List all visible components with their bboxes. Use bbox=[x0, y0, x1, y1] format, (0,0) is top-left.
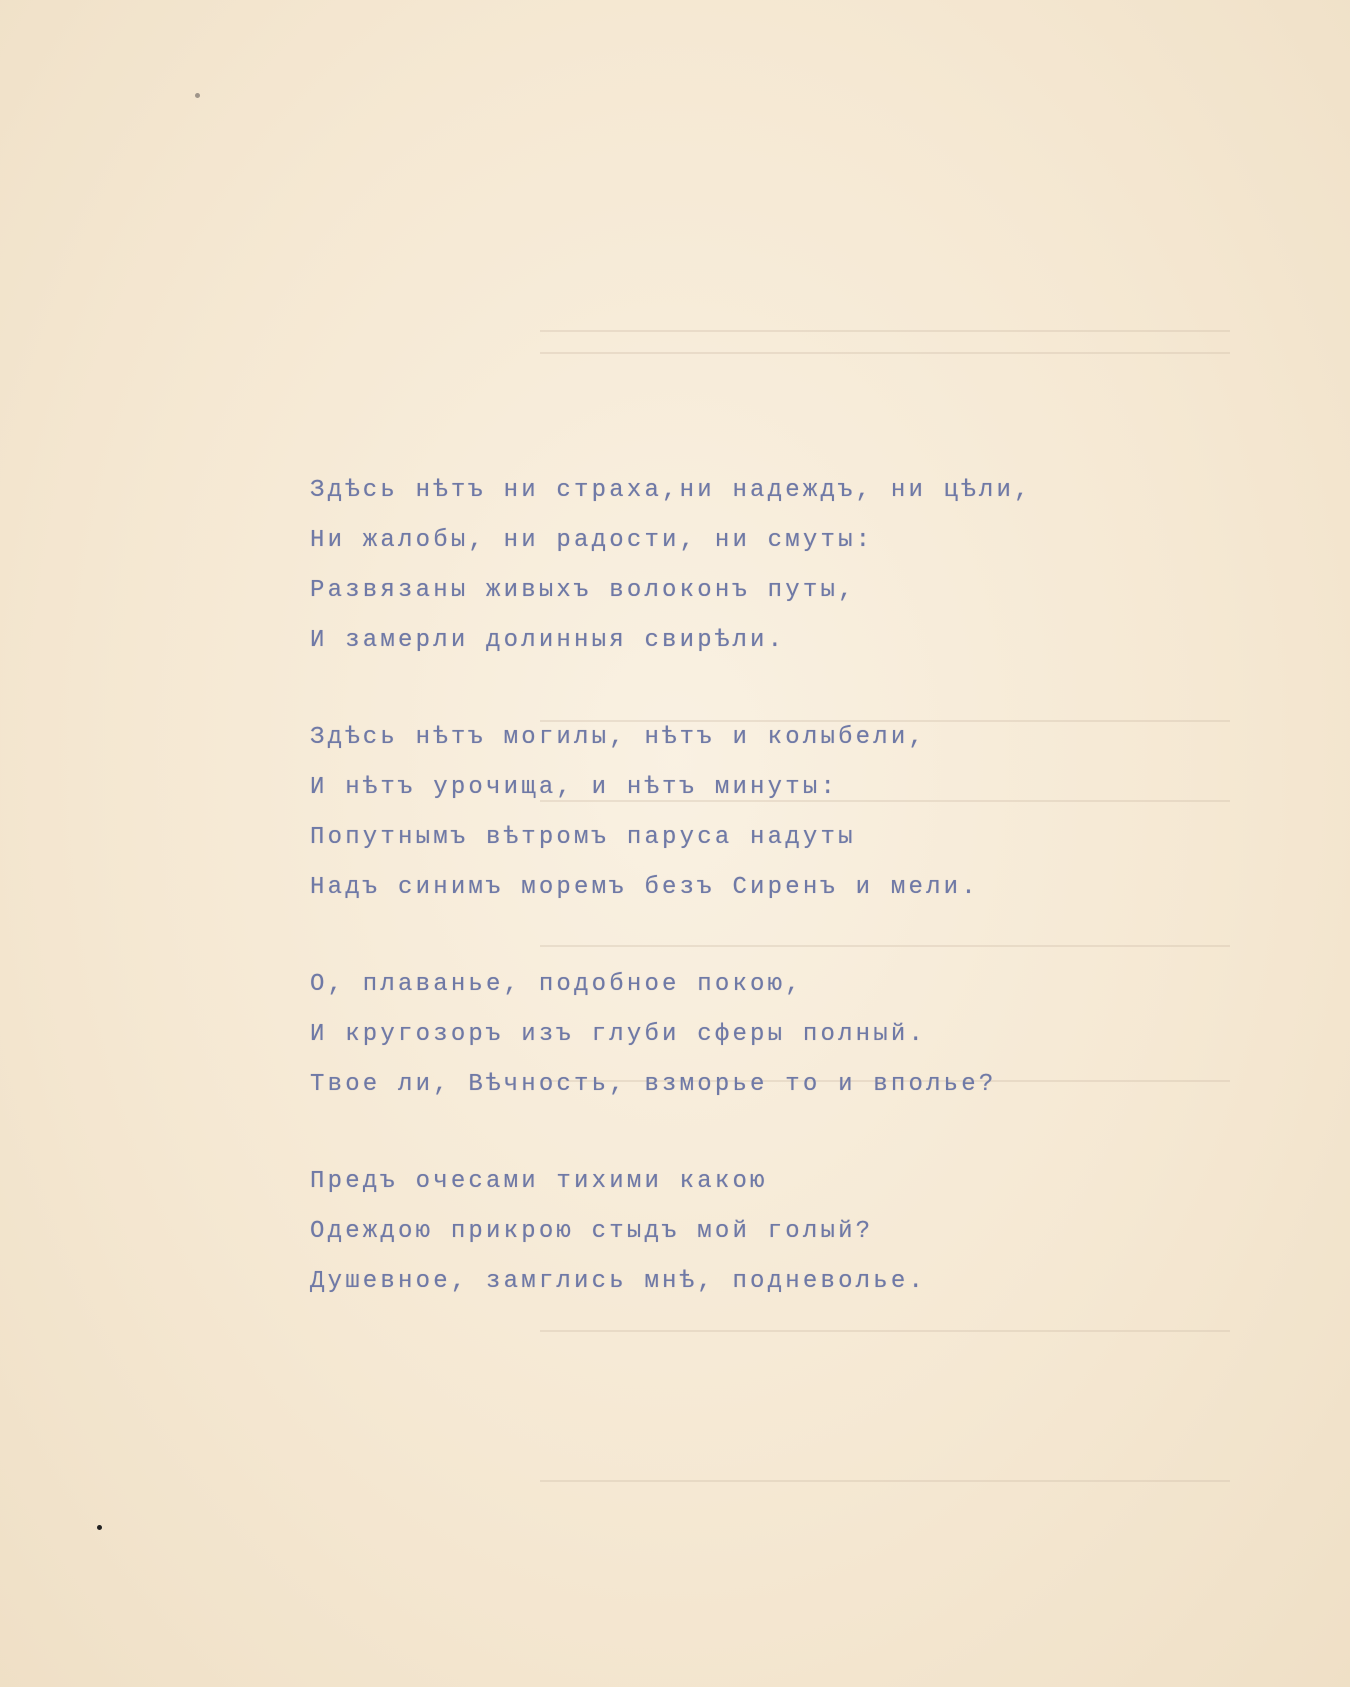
poem-line: Надъ синимъ моремъ безъ Сиренъ и мели. bbox=[310, 874, 979, 901]
poem-line: О, плаванье, подобное покою, bbox=[310, 971, 803, 998]
show-through-mark bbox=[540, 330, 1230, 332]
poem-line: Попутнымъ вѣтромъ паруса надуты bbox=[310, 824, 856, 851]
poem-line: Твое ли, Вѣчность, взморье то и вполье? bbox=[310, 1071, 997, 1098]
poem-line: И замерли долинныя свирѣли. bbox=[310, 627, 786, 654]
poem-line: И нѣтъ урочища, и нѣтъ минуты: bbox=[310, 774, 839, 801]
poem-line: Здѣсь нѣтъ могилы, нѣтъ и колыбели, bbox=[310, 724, 927, 751]
stanza-3 bbox=[310, 960, 1210, 1110]
poem-line: Одеждою прикрою стыдъ мой голый? bbox=[310, 1218, 874, 1245]
paper-spot bbox=[195, 93, 200, 98]
stanza-2 bbox=[310, 713, 1210, 913]
poem-line: Развязаны живыхъ волоконъ путы, bbox=[310, 577, 856, 604]
show-through-mark bbox=[540, 352, 1230, 354]
poem-line: И кругозоръ изъ глуби сферы полный. bbox=[310, 1021, 927, 1048]
poem-line: Душевное, замглись мнѣ, подневолье. bbox=[310, 1268, 927, 1295]
stanza-1 bbox=[310, 466, 1210, 666]
poem-text bbox=[310, 466, 1210, 1354]
poem-line: Здѣсь нѣтъ ни страха,ни надеждъ, ни цѣли, bbox=[310, 477, 1032, 504]
stanza-4 bbox=[310, 1157, 1210, 1307]
show-through-mark bbox=[540, 1480, 1230, 1482]
poem-line: Предъ очесами тихими какою bbox=[310, 1168, 768, 1195]
ink-dot bbox=[97, 1525, 102, 1530]
poem-line: Ни жалобы, ни радости, ни смуты: bbox=[310, 527, 874, 554]
